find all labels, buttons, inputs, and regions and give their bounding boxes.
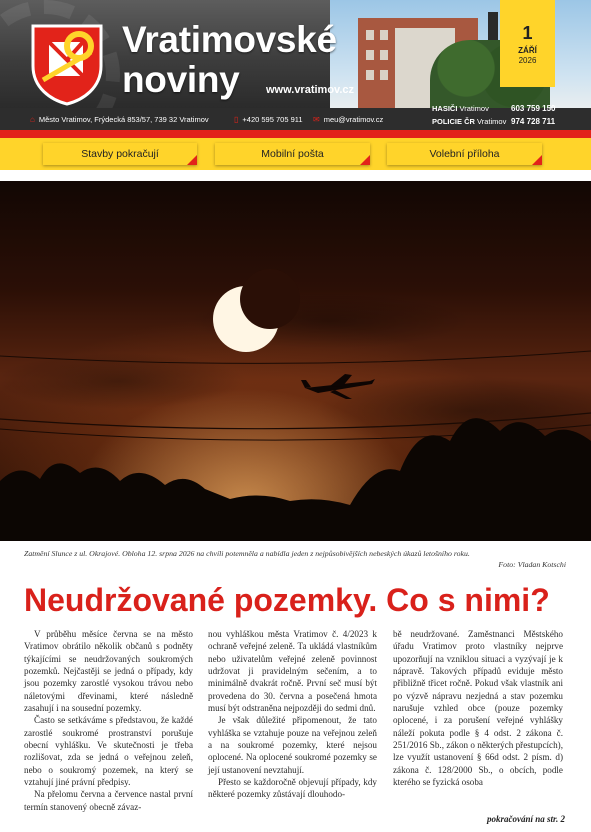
emergency-fire-number: 603 759 150: [511, 104, 556, 113]
email-icon: ✉: [313, 115, 320, 124]
airplane-icon: [301, 374, 375, 399]
phone-text: +420 595 705 911: [242, 115, 303, 124]
address-item: [30, 115, 209, 124]
masthead: [0, 0, 591, 108]
paragraph: Často se setkáváme s představou, že každé zarostlé soukromé prostranství porušuje obecní vyhlášku. Ve skutečnosti je třeba rozlišovat, zda se jedná o veřejnou zeleň, nebo o soukromý pozemek, na který se vztahují jiné právní předpisy.: [24, 715, 193, 788]
issue-month: ZÁŘÍ: [518, 46, 537, 55]
title-line-1: Vratimovské: [122, 19, 337, 60]
article-column-1: [24, 628, 193, 813]
continued-link[interactable]: pokračování na str. 2: [486, 814, 565, 824]
title-line-2: noviny: [122, 59, 240, 100]
email-text[interactable]: meu@vratimov.cz: [323, 115, 384, 124]
emergency-police-label: [432, 117, 506, 126]
police-label-bold: POLICIE ČR: [432, 117, 475, 126]
home-icon: ⌂: [30, 115, 35, 124]
moon-shadow: [240, 269, 300, 329]
issue-year: 2026: [518, 56, 537, 65]
paragraph: Na přelomu června a července nastal první termín stanovený obecně závaz-: [24, 789, 193, 812]
tab-mobilni-posta[interactable]: Mobilní pošta: [215, 143, 370, 165]
issue-number: 1: [522, 23, 533, 43]
email-item[interactable]: [313, 115, 383, 124]
hero-photo: [0, 181, 591, 541]
paragraph: bě neudržované. Zaměstnanci Městského úřadu Vratimov proto vlastníky nejprve upozorňují na vzniklou situaci a vyzývají je k nápravě. Takových případů eviduje město přibližně třicet ročně. Pokud však vlastník ani po výzvě nápravu nezjedná a stav pozemku narušuje vzhled obce (pouze pozemky oplocené, i za porušení veřejné vyhlášky náleží pokuta podle § 4 odst. 2 zákona č. 251/2016 Sb., zákon o některých přestupcích), lze využít ustanovení § 66d odst. 2 písm. d) zákona č. 128/2000 Sb., o obcích, podle kterého se fyzická osoba: [393, 629, 563, 788]
phone-item: [234, 115, 303, 124]
photo-caption: Zatmění Slunce z ul. Okrajové. Obloha 12. srpna 2026 na chvíli potemněla a nabídla jeden z nejpůsobivějších nebeských úkazů letošního roku.: [24, 549, 470, 558]
issue-badge: [500, 0, 555, 87]
tab-stavby[interactable]: Stavby pokračují: [43, 143, 197, 165]
website-link[interactable]: www.vratimov.cz: [266, 84, 355, 96]
town-crest-logo: [29, 22, 105, 106]
emergency-fire-label: [432, 104, 489, 113]
address-text: Město Vratimov, Frýdecká 853/57, 739 32 Vratimov: [38, 115, 209, 124]
photo-credit: Foto: Vladan Kotschi: [498, 560, 566, 569]
section-nav: [0, 130, 591, 170]
paragraph: Je však důležité připomenout, že tato vyhláška se vztahuje pouze na veřejnou zeleň a na soukromé pozemky, které nejsou oplocené. Na oplocené soukromé pozemky se její ustanovení nevztahují.: [208, 715, 377, 775]
article-column-2: [208, 628, 377, 801]
article-headline: Neudržované pozemky. Co s nimi?: [24, 582, 550, 618]
article-column-3: [393, 628, 563, 788]
paragraph: Přesto se každoročně objevují případy, kdy některé pozemky zůstávají dlouhodo-: [208, 777, 377, 800]
red-stripe: [0, 130, 591, 138]
fire-label-rest: Vratimov: [457, 104, 489, 113]
tree-silhouette: [0, 401, 591, 541]
emergency-police-number: 974 728 711: [511, 117, 556, 126]
fire-label-bold: HASIČI: [432, 104, 458, 113]
tab-volebni-priloha[interactable]: Volební příloha: [387, 143, 542, 165]
police-label-rest: Vratimov: [474, 117, 507, 126]
paragraph: nou vyhláškou města Vratimov č. 4/2023 k ochraně veřejné zeleně. Ta ukládá vlastníkům nebo uživatelům veřejné zeleně povinnost udržovat ji pravidelným sečením, a to minimálně dvakrát ročně. První seč musí být provedena do 30. června a posečená hmota musí být odstraněna nejpozději do sedmi dnů.: [208, 629, 377, 714]
paragraph: V průběhu měsíce června se na město Vratimov obrátilo několik občanů s podněty týkajícími se neudržovaných soukromých pozemků. Nejčastěji se jedná o případy, kdy jsou pozemky zarostlé vysokou trávou nebo náletovými dřevinami, které následně zasahují i na sousední pozemky.: [24, 629, 193, 714]
phone-icon: ▯: [234, 115, 239, 124]
